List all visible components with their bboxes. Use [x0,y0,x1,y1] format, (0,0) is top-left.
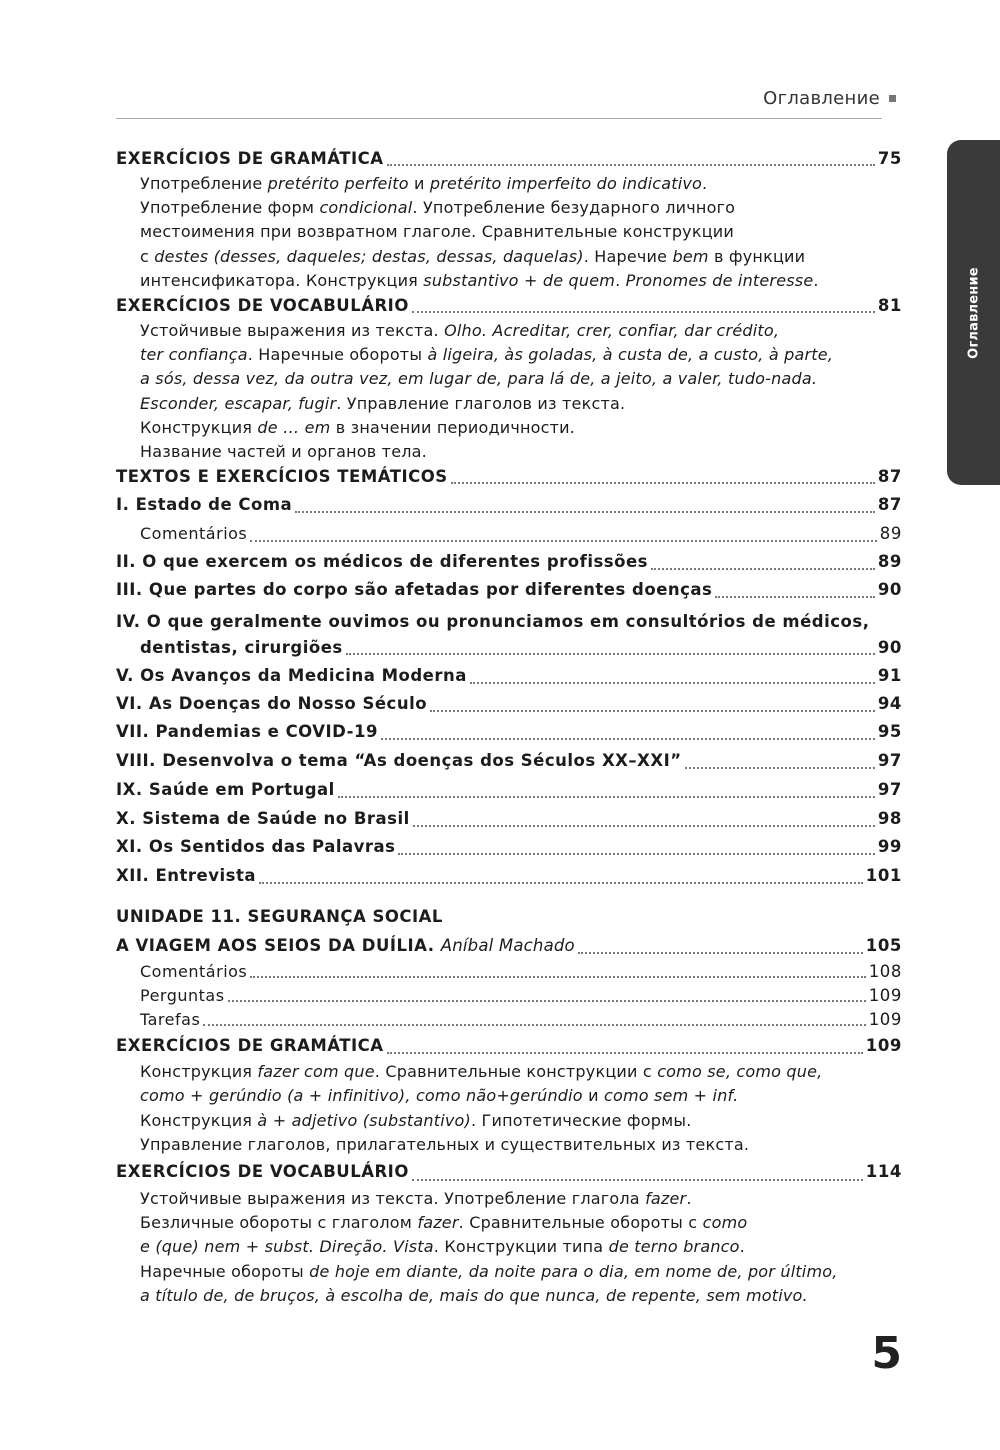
description-line: Наречные обороты de hoje em diante, da noite para o dia, em nome de, por último, [140,1261,838,1281]
toc-page-number: 101 [865,866,902,886]
toc-entry-title: Tarefas [140,1010,201,1030]
header-title: Оглавление [763,88,880,109]
table-of-contents [116,146,902,1308]
toc-page-number: 109 [868,1010,902,1030]
toc-entry[interactable] [116,932,902,960]
dot-leader [398,853,874,855]
dot-leader [346,653,875,655]
description-line: с destes (desses, daqueles; destas, dessas, daquelas). Наречие bem в функции [140,246,806,266]
description-line: интенсификатора. Конструкция substantivo + de quem. Pronomes de interesse. [140,270,819,290]
toc-page-number: 97 [877,751,902,771]
toc-entry[interactable] [116,490,902,519]
toc-entry-title [116,932,575,960]
toc-entry[interactable] [116,576,902,604]
dot-leader [430,710,875,712]
toc-page-number: 89 [879,524,902,544]
dot-leader [228,1000,866,1002]
description-line: Esconder, escapar, fugir. Управление глаголов из текста. [140,393,626,413]
toc-page-number: 109 [865,1036,902,1056]
dot-leader [250,976,865,978]
dot-leader [651,568,875,570]
toc-entry-title: EXERCÍCIOS DE VOCABULÁRIO [116,1162,409,1182]
dot-leader [412,1179,863,1181]
toc-entry-title: EXERCÍCIOS DE GRAMÁTICA [116,149,384,168]
description-line: ter confiança. Наречные обороты à ligeira, às goladas, à custa de, a custo, à parte, [140,345,834,365]
toc-entry-title: XII. Entrevista [116,866,256,886]
dot-leader [387,164,875,166]
description-line: e (que) nem + subst. Direção. Vista. Конструкции типа de terno branco. [140,1237,745,1257]
square-bullet-icon [889,95,896,102]
description-line: Устойчивые выражения из текста. Olho. Acreditar, crer, confiar, dar crédito, [140,321,780,341]
toc-entry-title: I. Estado de Coma [116,495,293,515]
dot-leader [295,511,875,513]
section-description [116,172,902,293]
side-thumb-tab [947,140,1000,485]
toc-entry-title: X. Sistema de Saúde no Brasil [116,809,410,829]
unit-heading: UNIDADE 11. SEGURANÇA SOCIAL [116,907,443,927]
toc-page-number: 98 [877,809,902,829]
description-line: Конструкция de … em в значении периодичности. [140,417,576,437]
toc-page-number: 94 [877,694,902,714]
toc-entry-title: dentistas, cirurgiões [140,638,343,658]
toc-entry-title: XI. Os Sentidos das Palavras [116,837,396,857]
toc-page-number: 89 [877,552,902,572]
toc-page-number: 95 [877,722,902,742]
toc-entry[interactable] [116,690,902,718]
description-line: como + gerúndio (a + infinitivo), como não+gerúndio и como sem + inf. [140,1086,739,1106]
toc-entry[interactable] [116,293,902,319]
toc-page-number: 99 [877,837,902,857]
toc-entry-title: Comentários [140,524,248,544]
description-line: Управление глаголов, прилагательных и существительных из текста. [140,1134,750,1154]
running-header [763,88,896,109]
description-line: Конструкция fazer com que. Сравнительные конструкции с como se, como que, [140,1062,823,1082]
dot-leader [685,767,875,769]
toc-entry-title: II. O que exercem os médicos de diferentes profissões [116,552,648,572]
description-line: Название частей и органов тела. [140,442,427,462]
toc-entry[interactable] [116,718,902,746]
toc-entry[interactable] [116,1157,902,1187]
description-line: a sós, dessa vez, da outra vez, em lugar de, para lá de, a jeito, a valer, tudo-nada. [140,369,818,389]
toc-entry[interactable] [116,833,902,861]
toc-entry-title: TEXTOS E EXERCÍCIOS TEMÁTICOS [116,467,448,487]
toc-entry[interactable] [116,861,902,890]
toc-entry[interactable] [116,661,902,690]
dot-leader [715,596,874,598]
toc-entry-title: VI. As Doenças do Nosso Século [116,694,428,714]
page-number: 5 [871,1328,902,1379]
toc-entry[interactable] [116,984,902,1008]
toc-page-number: 114 [865,1162,902,1182]
toc-page-number: 81 [877,296,902,316]
description-line: Употребление pretérito perfeito и pretérito imperfeito do indicativo. [140,174,708,193]
description-line: Употребление форм condicional. Употребление безударного личного [140,198,736,218]
toc-page-number: 87 [877,467,902,487]
dot-leader [451,482,875,484]
toc-entry-title: VIII. Desenvolva o tema “As doenças dos Séculos XX–XXI” [116,751,682,771]
toc-entry[interactable] [116,1032,902,1060]
toc-page-number: 91 [877,666,902,686]
story-author: Aníbal Machado [440,936,575,956]
toc-page-number: 105 [865,936,902,956]
dot-leader [203,1024,865,1026]
toc-entry-title: EXERCÍCIOS DE GRAMÁTICA [116,1036,384,1056]
toc-entry[interactable] [116,960,902,984]
section-description [116,319,902,464]
dot-leader [381,738,875,740]
toc-entry[interactable] [116,635,902,661]
dot-leader [470,682,875,684]
toc-entry-title: VII. Pandemias e COVID-19 [116,722,378,742]
toc-entry[interactable] [116,775,902,804]
dot-leader [338,796,875,798]
toc-entry[interactable] [116,746,902,775]
dot-leader [259,882,863,884]
toc-entry-title: Comentários [140,962,248,982]
toc-entry[interactable] [116,804,902,833]
toc-entry[interactable] [116,548,902,576]
toc-page-number: 97 [877,780,902,800]
description-line: a título de, de bruços, à escolha de, mais do que nunca, de repente, sem motivo. [140,1285,808,1305]
toc-page-number: 90 [877,638,902,658]
dot-leader [578,952,863,954]
side-tab-label: Оглавление [966,266,981,359]
dot-leader [413,825,875,827]
section-description [116,1060,902,1157]
description-line: Безличные обороты с глаголом fazer. Сравнительные обороты с como [140,1213,748,1233]
toc-entry[interactable] [116,1008,902,1032]
toc-entry-title: V. Os Avanços da Medicina Moderna [116,666,467,686]
dot-leader [250,540,877,542]
toc-entry-title: IX. Saúde em Portugal [116,780,335,800]
toc-page-number: 109 [868,986,902,1006]
dot-leader [412,311,875,313]
toc-page-number: 87 [877,495,902,515]
toc-entry-title-line: IV. O que geralmente ouvimos ou pronunciamos em consultórios de médicos, [116,612,870,632]
toc-page-number: 75 [877,149,902,168]
section-description [116,1187,902,1308]
description-line: Устойчивые выражения из текста. Употребление глагола fazer. [140,1189,692,1209]
toc-entry[interactable] [116,464,902,490]
toc-entry-title: EXERCÍCIOS DE VOCABULÁRIO [116,296,409,316]
toc-page-number: 108 [868,962,902,982]
dot-leader [387,1052,863,1054]
toc-page-number: 90 [877,580,902,600]
toc-entry-title: III. Que partes do corpo são afetadas por diferentes doenças [116,580,713,600]
header-rule [116,118,882,119]
toc-entry-title: Perguntas [140,986,225,1006]
toc-entry[interactable] [116,146,902,172]
story-title: A VIAGEM AOS SEIOS DA DUÍLIA. [116,936,435,956]
toc-entry[interactable] [116,519,902,548]
description-line: Конструкция à + adjetivo (substantivo). Гипотетические формы. [140,1110,692,1130]
description-line: местоимения при возвратном глаголе. Сравнительные конструкции [140,222,734,242]
